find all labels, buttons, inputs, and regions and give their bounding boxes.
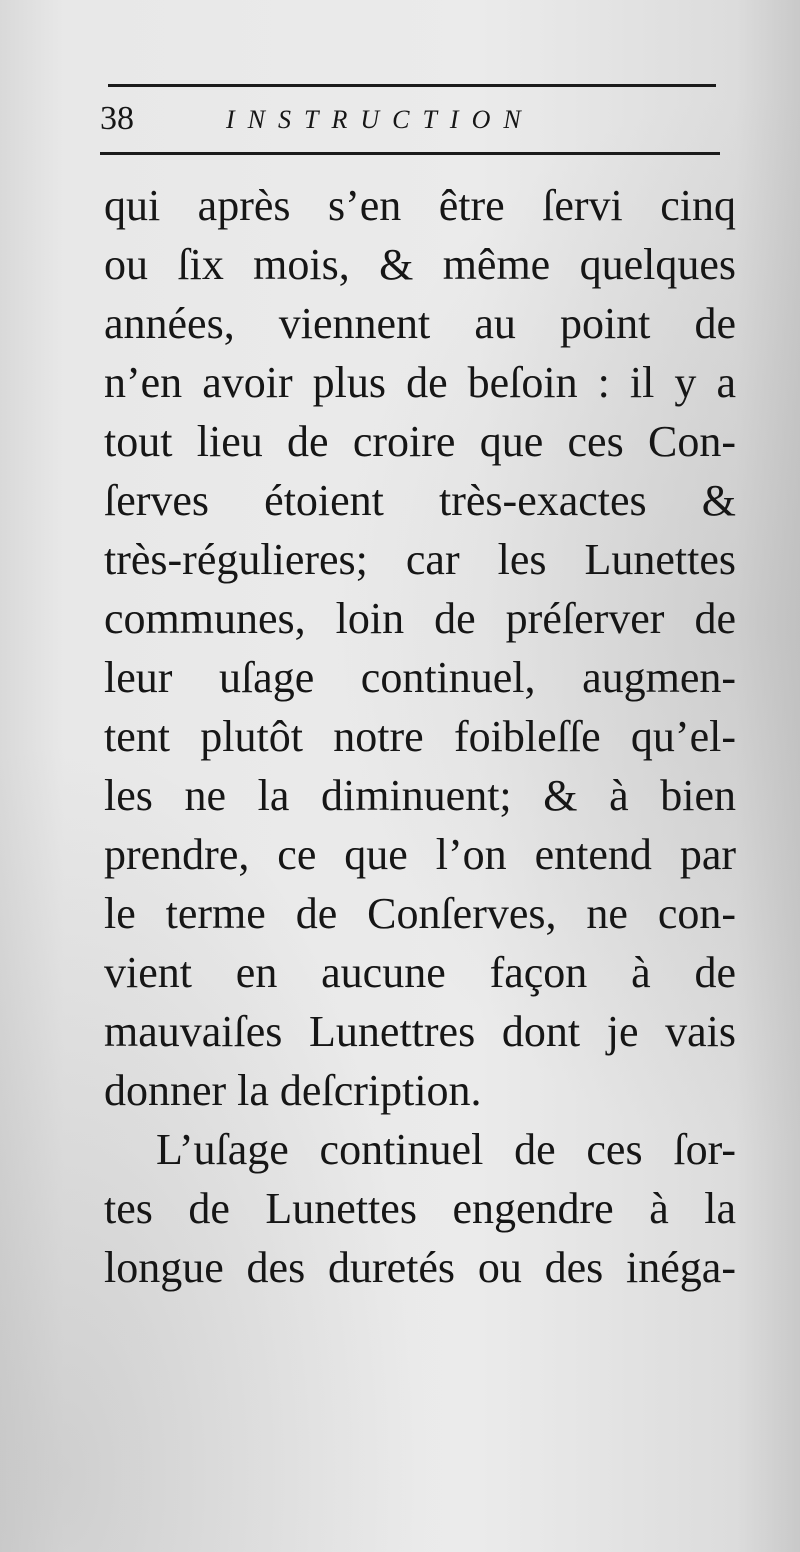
text-line: ou ſix mois, & même quelques bbox=[104, 240, 736, 289]
body-text bbox=[104, 176, 736, 1297]
text-line: n’en avoir plus de beſoin : il y a bbox=[104, 358, 736, 407]
text-line: donner la deſcription. bbox=[104, 1066, 482, 1115]
paragraph-start-line: L’uſage continuel de ces ſor- bbox=[156, 1125, 736, 1174]
running-title: INSTRUCTION bbox=[226, 105, 534, 134]
text-line: tent plutôt notre foibleſſe qu’el- bbox=[104, 712, 736, 761]
header-top-rule bbox=[108, 84, 716, 87]
text-line: années, viennent au point de bbox=[104, 299, 736, 348]
text-line: très-régulieres; car les Lunettes bbox=[104, 535, 736, 584]
text-line: ſerves étoient très-exactes & bbox=[104, 476, 736, 525]
text-line: tout lieu de croire que ces Con- bbox=[104, 417, 736, 466]
running-header bbox=[100, 94, 720, 146]
text-line: communes, loin de préſerver de bbox=[104, 594, 736, 643]
text-line: prendre, ce que l’on entend par bbox=[104, 830, 736, 879]
text-line: les ne la diminuent; & à bien bbox=[104, 771, 736, 820]
page-number: 38 bbox=[100, 100, 134, 137]
text-line: tes de Lunettes engendre à la bbox=[104, 1184, 736, 1233]
text-line: qui après s’en être ſervi cinq bbox=[104, 181, 736, 230]
header-bottom-rule bbox=[100, 152, 720, 155]
text-line: mauvaiſes Lunettres dont je vais bbox=[104, 1007, 736, 1056]
text-line: le terme de Conſerves, ne con- bbox=[104, 889, 736, 938]
text-line: longue des duretés ou des inéga- bbox=[104, 1243, 736, 1292]
text-line: leur uſage continuel, augmen- bbox=[104, 653, 736, 702]
text-line: vient en aucune façon à de bbox=[104, 948, 736, 997]
